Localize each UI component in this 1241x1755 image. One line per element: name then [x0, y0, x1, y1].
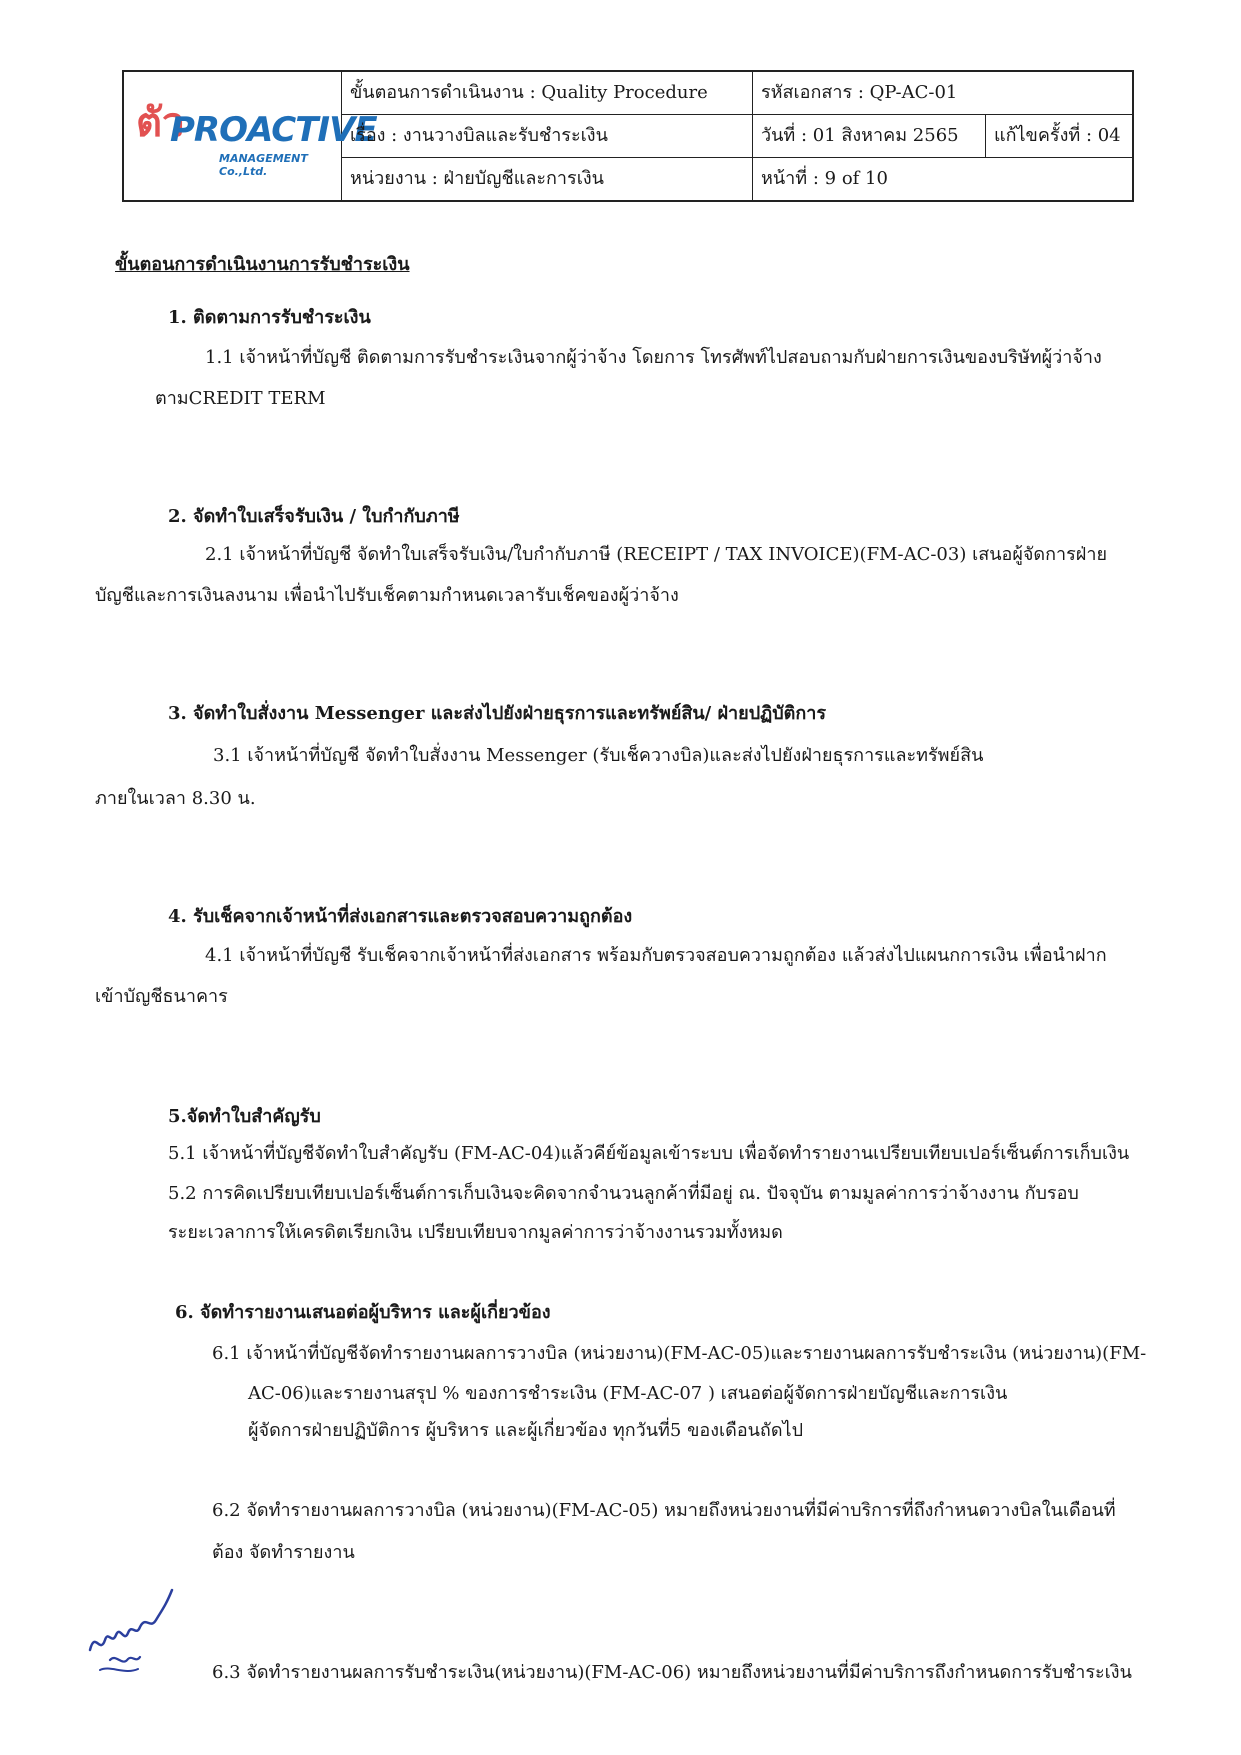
section-4-heading: 4. รับเช็คจากเจ้าหน้าที่ส่งเอกสารและตรวจสอบความถูกต้อง — [168, 906, 633, 927]
issue-date: วันที่ : 01 สิงหาคม 2565 — [753, 115, 986, 158]
section-1-line-2: ตามCREDIT TERM — [155, 388, 326, 409]
department: หน่วยงาน : ฝ่ายบัญชีและการเงิน — [342, 158, 753, 200]
section-6-3-line-1: 6.3 จัดทำรายงานผลการรับชำระเงิน(หน่วยงาน)(FM-AC-06) หมายถึงหน่วยงานที่มีค่าบริการถึงกำหนดการรับชำระเงิน — [212, 1662, 1132, 1683]
section-5-line-2: 5.2 การคิดเปรียบเทียบเปอร์เซ็นต์การเก็บเงินจะคิดจากจำนวนลูกค้าที่มีอยู่ ณ. ปัจจุบัน ตามมูลค่าการว่าจ้างงาน กับรอบ — [168, 1183, 1079, 1204]
page-number: หน้าที่ : 9 of 10 — [761, 168, 888, 189]
logo-text: PROACTIVE — [170, 110, 377, 150]
section-6-1-line-3: ผู้จัดการฝ่ายปฏิบัติการ ผู้บริหาร และผู้เกี่ยวข้อง ทุกวันที่5 ของเดือนถัดไป — [248, 1420, 804, 1441]
document-title: ขั้นตอนการดำเนินงานการรับชำระเงิน — [115, 254, 410, 275]
section-6-2-line-1: 6.2 จัดทำรายงานผลการวางบิล (หน่วยงาน)(FM-AC-05) หมายถึงหน่วยงานที่มีค่าบริการที่ถึงกำหนดวางบิลในเดือนที่ — [212, 1500, 1116, 1521]
signature-icon — [80, 1575, 190, 1685]
section-3-line-1: 3.1 เจ้าหน้าที่บัญชี จัดทำใบสั่งงาน Messenger (รับเช็ควางบิล)และส่งไปยังฝ่ายธุรการและทรัพย์สิน — [213, 745, 984, 766]
company-logo — [124, 72, 377, 200]
doc-code: รหัสเอกสาร : QP-AC-01 — [753, 72, 1132, 115]
section-5-heading: 5.จัดทำใบสำคัญรับ — [168, 1106, 321, 1127]
section-1-line-1: 1.1 เจ้าหน้าที่บัญชี ติดตามการรับชำระเงินจากผู้ว่าจ้าง โดยการ โทรศัพท์ไปสอบถามกับฝ่ายการเงินของบริษัทผู้ว่าจ้าง — [205, 347, 1102, 368]
section-2-heading: 2. จัดทำใบเสร็จรับเงิน / ใบกำกับภาษี — [168, 506, 460, 527]
section-3-line-2: ภายในเวลา 8.30 น. — [95, 788, 256, 809]
subject: เรื่อง : งานวางบิลและรับชำระเงิน — [342, 115, 753, 158]
section-6-1-line-2: AC-06)และรายงานสรุป % ของการชำระเงิน (FM-AC-07 ) เสนอต่อผู้จัดการฝ่ายบัญชีและการเงิน — [248, 1383, 1008, 1404]
logo-subtext: MANAGEMENT Co.,Ltd. — [219, 152, 308, 178]
section-1-heading: 1. ติดตามการรับชำระเงิน — [168, 307, 371, 328]
section-5-line-3: ระยะเวลาการให้เครดิตเรียกเงิน เปรียบเทียบจากมูลค่าการว่าจ้างงานรวมทั้งหมด — [168, 1222, 783, 1243]
section-4-line-1: 4.1 เจ้าหน้าที่บัญชี รับเช็คจากเจ้าหน้าที่ส่งเอกสาร พร้อมกับตรวจสอบความถูกต้อง แล้วส่งไปแผนกการเงิน เพื่อนำฝาก — [205, 945, 1107, 966]
section-6-heading: 6. จัดทำรายงานเสนอต่อผู้บริหาร และผู้เกี่ยวข้อง — [175, 1302, 551, 1323]
logo-thai-text: ตัว — [136, 100, 185, 146]
header-table — [122, 70, 1134, 202]
revision: แก้ไขครั้งที่ : 04 — [986, 115, 1132, 158]
section-2-line-1: 2.1 เจ้าหน้าที่บัญชี จัดทำใบเสร็จรับเงิน/ใบกำกับภาษี (RECEIPT / TAX INVOICE)(FM-AC-03) เสนอผู้จัดการฝ่าย — [205, 544, 1107, 565]
section-5-line-1: 5.1 เจ้าหน้าที่บัญชีจัดทำใบสำคัญรับ (FM-AC-04)แล้วคีย์ข้อมูลเข้าระบบ เพื่อจัดทำรายงานเปรียบเทียบเปอร์เซ็นต์การเก็บเงิน — [168, 1143, 1130, 1164]
section-2-line-2: บัญชีและการเงินลงนาม เพื่อนำไปรับเช็คตามกำหนดเวลารับเช็คของผู้ว่าจ้าง — [95, 585, 679, 606]
section-4-line-2: เข้าบัญชีธนาคาร — [95, 986, 228, 1007]
section-6-2-line-2: ต้อง จัดทำรายงาน — [212, 1542, 355, 1563]
section-6-1-line-1: 6.1 เจ้าหน้าที่บัญชีจัดทำรายงานผลการวางบิล (หน่วยงาน)(FM-AC-05)และรายงานผลการรับชำระเงิน (หน่วยงาน)(FM- — [212, 1343, 1147, 1364]
procedure-label: ขั้นตอนการดำเนินงาน : Quality Procedure — [342, 72, 753, 115]
section-3-heading: 3. จัดทำใบสั่งงาน Messenger และส่งไปยังฝ่ายธุรการและทรัพย์สิน/ ฝ่ายปฏิบัติการ — [168, 703, 826, 724]
